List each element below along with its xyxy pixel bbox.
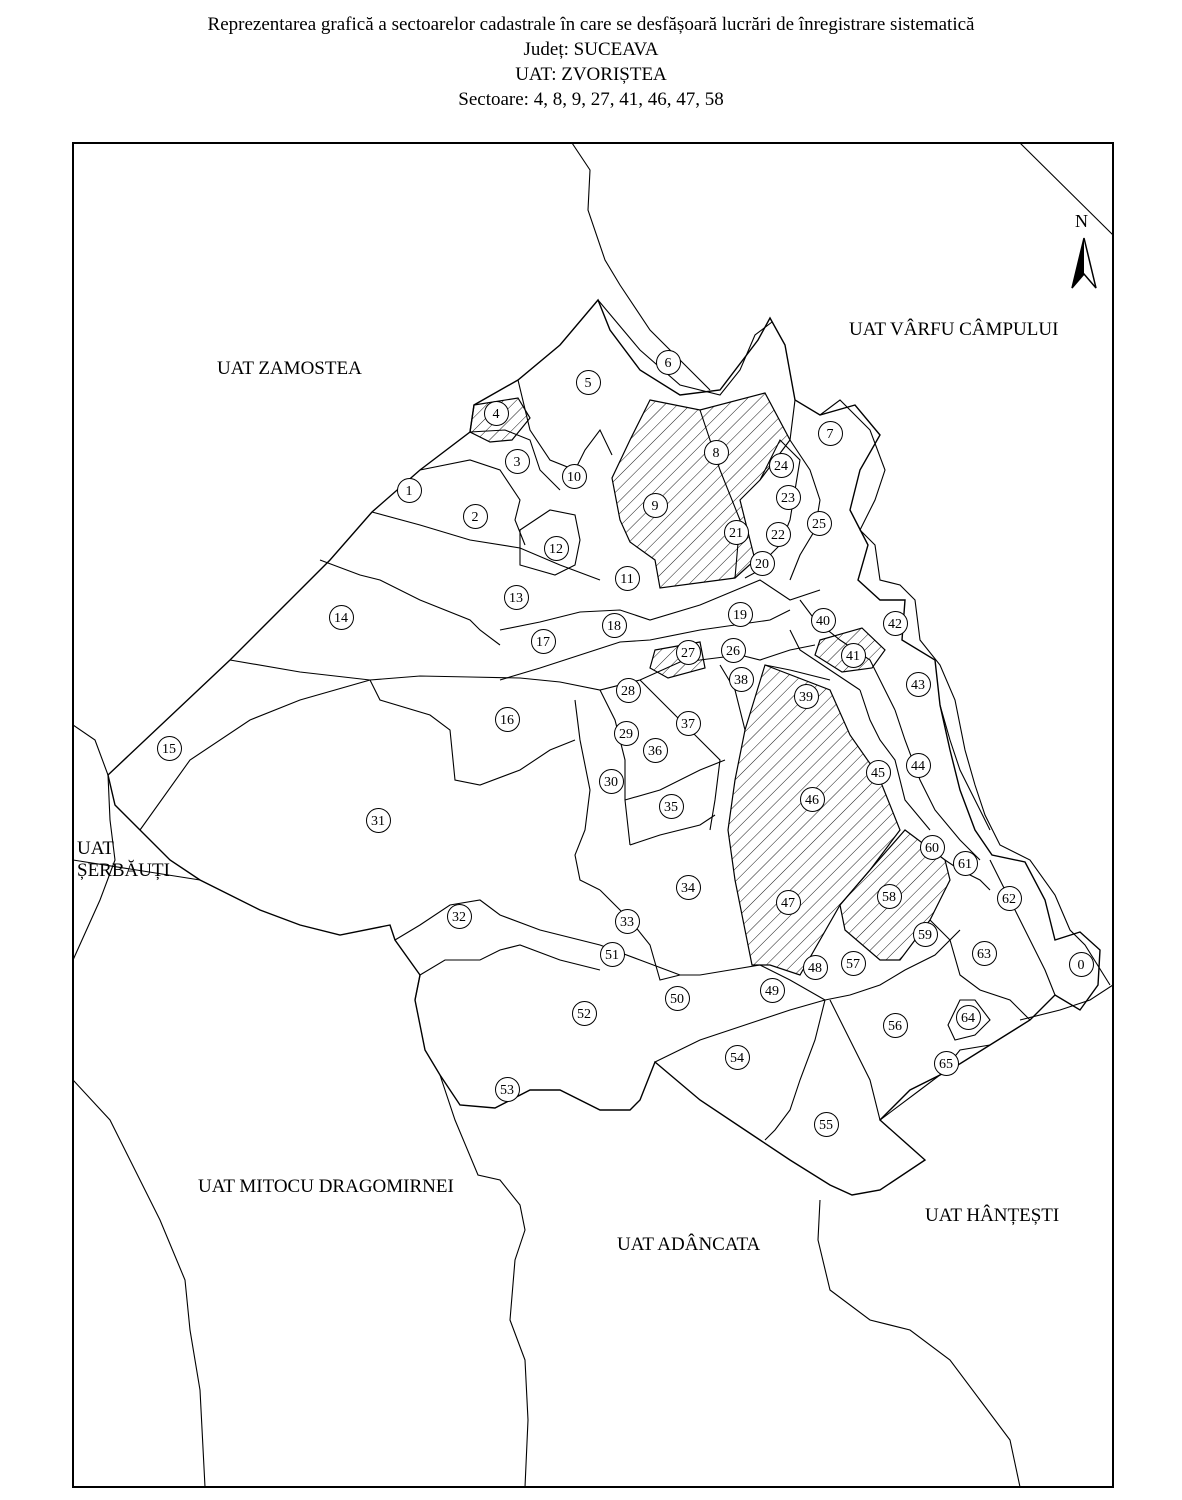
sector-46[interactable]: 46 [800, 787, 825, 812]
sector-29[interactable]: 29 [614, 721, 639, 746]
sector-7[interactable]: 7 [818, 421, 843, 446]
sector-64[interactable]: 64 [956, 1005, 981, 1030]
sector-32[interactable]: 32 [447, 904, 472, 929]
sector-1[interactable]: 1 [397, 478, 422, 503]
title-uat: UAT: ZVORIȘTEA [515, 64, 667, 85]
label-uat-adancata: UAT ADÂNCATA [617, 1234, 761, 1255]
title-line-1: Reprezentarea grafică a sectoarelor cadastrale în care se desfășoară lucrări de înregistrare sistematică [207, 14, 975, 35]
sector-33[interactable]: 33 [615, 909, 640, 934]
neighbor-mitocu-line [73, 1080, 205, 1487]
sector-26[interactable]: 26 [721, 638, 746, 663]
sector-47[interactable]: 47 [776, 890, 801, 915]
sector-38[interactable]: 38 [729, 667, 754, 692]
sector-39[interactable]: 39 [794, 684, 819, 709]
sector-22[interactable]: 22 [766, 522, 791, 547]
sector-28[interactable]: 28 [616, 678, 641, 703]
sector-12[interactable]: 12 [544, 536, 569, 561]
sector-56[interactable]: 56 [883, 1013, 908, 1038]
sector-50[interactable]: 50 [665, 986, 690, 1011]
sector-44[interactable]: 44 [906, 753, 931, 778]
sector-8[interactable]: 8 [704, 440, 729, 465]
sector-36[interactable]: 36 [643, 738, 668, 763]
sector-43[interactable]: 43 [906, 672, 931, 697]
sector-19[interactable]: 19 [728, 602, 753, 627]
title-sectors: Sectoare: 4, 8, 9, 27, 41, 46, 47, 58 [458, 89, 724, 110]
sector-42[interactable]: 42 [883, 611, 908, 636]
label-uat-serbauti: UAT ȘERBĂUȚI [77, 838, 170, 881]
sector-15[interactable]: 15 [157, 736, 182, 761]
sector-51[interactable]: 51 [600, 942, 625, 967]
sector-54[interactable]: 54 [725, 1045, 750, 1070]
sector-23[interactable]: 23 [776, 485, 801, 510]
sector-24[interactable]: 24 [769, 453, 794, 478]
sector-2[interactable]: 2 [463, 504, 488, 529]
sector-34[interactable]: 34 [676, 875, 701, 900]
sector-60[interactable]: 60 [920, 835, 945, 860]
neighbor-sw-line [440, 1075, 528, 1487]
sector-35[interactable]: 35 [659, 794, 684, 819]
sector-57[interactable]: 57 [841, 951, 866, 976]
sector-63[interactable]: 63 [972, 941, 997, 966]
sector-31[interactable]: 31 [366, 808, 391, 833]
sector-6[interactable]: 6 [656, 350, 681, 375]
north-letter: N [1075, 211, 1088, 231]
sector-37[interactable]: 37 [676, 711, 701, 736]
sector-18[interactable]: 18 [602, 613, 627, 638]
sector-4[interactable]: 4 [484, 401, 509, 426]
sector-49[interactable]: 49 [760, 978, 785, 1003]
label-uat-mitocu-dragomirnei: UAT MITOCU DRAGOMIRNEI [198, 1176, 454, 1197]
sector-16[interactable]: 16 [495, 707, 520, 732]
sector-45[interactable]: 45 [866, 760, 891, 785]
sector-41[interactable]: 41 [841, 643, 866, 668]
sector-52[interactable]: 52 [572, 1001, 597, 1026]
sector-21[interactable]: 21 [724, 520, 749, 545]
sector-65[interactable]: 65 [934, 1051, 959, 1076]
label-uat-varfu-campului: UAT VÂRFU CÂMPULUI [849, 319, 1059, 340]
sector-20[interactable]: 20 [750, 551, 775, 576]
title-county: Județ: SUCEAVA [523, 39, 659, 60]
sector-59[interactable]: 59 [913, 922, 938, 947]
label-uat-hantesti: UAT HÂNȚEȘTI [925, 1205, 1060, 1226]
sector-62[interactable]: 62 [997, 886, 1022, 911]
sector-61[interactable]: 61 [953, 851, 978, 876]
sector-14[interactable]: 14 [329, 605, 354, 630]
sector-55[interactable]: 55 [814, 1112, 839, 1137]
hatched-sectors [470, 393, 950, 975]
sector-40[interactable]: 40 [811, 608, 836, 633]
sector-27[interactable]: 27 [676, 640, 701, 665]
sector-25[interactable]: 25 [807, 511, 832, 536]
sector-5[interactable]: 5 [576, 370, 601, 395]
sector-11[interactable]: 11 [615, 566, 640, 591]
sector-58[interactable]: 58 [877, 884, 902, 909]
sector-10[interactable]: 10 [562, 464, 587, 489]
sector-48[interactable]: 48 [803, 955, 828, 980]
sector-13[interactable]: 13 [504, 585, 529, 610]
sector-3[interactable]: 3 [505, 449, 530, 474]
sector-0[interactable]: 0 [1069, 952, 1094, 977]
sector-17[interactable]: 17 [531, 629, 556, 654]
sector-30[interactable]: 30 [599, 769, 624, 794]
label-uat-zamostea: UAT ZAMOSTEA [217, 358, 362, 379]
sector-53[interactable]: 53 [495, 1077, 520, 1102]
river-north-2 [598, 300, 772, 395]
neighbor-south-line [818, 1200, 1020, 1487]
river-north [572, 143, 710, 390]
sector-9[interactable]: 9 [643, 493, 668, 518]
